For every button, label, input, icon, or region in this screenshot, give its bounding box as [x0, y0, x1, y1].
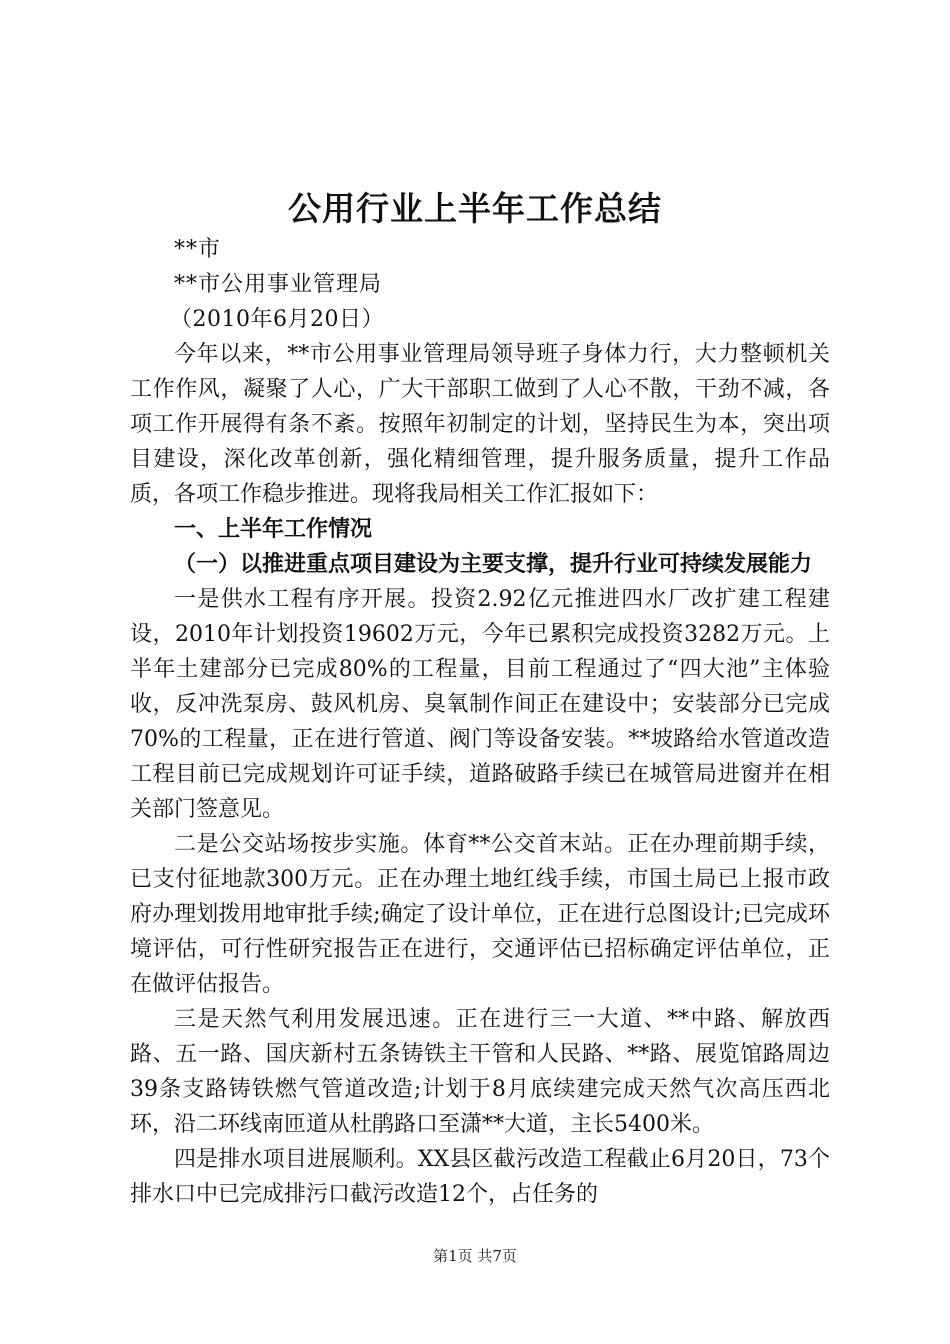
intro-paragraph: 今年以来，**市公用事业管理局领导班子身体力行，大力整顿机关工作作风，凝聚了人心，广大干部职工做到了人心不散，干劲不减，各项工作开展得有条不紊。按照年初制定的计划，坚持民生为本，突出项目建设，深化改革创新，强化精细管理，提升服务质量，提升工作品质，各项工作稳步推进。现将我局相关工作汇报如下：	[130, 342, 830, 507]
paragraph-water-supply: 一是供水工程有序开展。投资2.92亿元推进四水厂改扩建工程建设，2010年计划投资19602万元，今年已累积完成投资3282万元。上半年土建部分已完成80%的工程量，目前工程通过了“四大池”主体验收，反冲洗泵房、鼓风机房、臭氧制作间正在建设中；安装部分已完成70%的工程量，正在进行管道、阀门等设备安装。**坡路给水管道改造工程目前已完成规划许可证手续，道路破路手续已在城管局进窗并在相关部门签意见。	[130, 587, 830, 822]
paragraph-natural-gas: 三是天然气利用发展迅速。正在进行三一大道、**中路、解放西路、五一路、国庆新村五条铸铁主干管和人民路、**路、展览馆路周边39条支路铸铁燃气管道改造;计划于8月底续建完成天然气次高压西北环，沿二环线南匝道从杜鹃路口至潇**大道，主长5400米。	[130, 1007, 830, 1137]
document-body	[130, 232, 830, 1212]
section-heading: 一、上半年工作情况	[174, 517, 373, 542]
author-org: **市公用事业管理局	[174, 272, 383, 297]
document-date: （2010年6月20日）	[170, 307, 384, 332]
paragraph-bus-stations: 二是公交站场按步实施。体育**公交首末站。正在办理前期手续，已支付征地款300万元。正在办理土地红线手续，市国土局已上报市政府办理划拨用地审批手续;确定了设计单位，正在进行总图设计;已完成环境评估，可行性研究报告正在进行，交通评估已招标确定评估单位，正在做评估报告。	[130, 832, 830, 997]
page-indicator: 第1页 共7页	[433, 1247, 517, 1265]
paragraph-drainage: 四是排水项目进展顺利。XX县区截污改造工程截止6月20日，73个排水口中已完成排污口截污改造12个，占任务的	[130, 1147, 830, 1207]
subsection-heading: （一）以推进重点项目建设为主要支撑，提升行业可持续发展能力	[174, 552, 813, 577]
document-title: 公用行业上半年工作总结	[288, 189, 662, 228]
author-city: **市	[174, 237, 222, 262]
